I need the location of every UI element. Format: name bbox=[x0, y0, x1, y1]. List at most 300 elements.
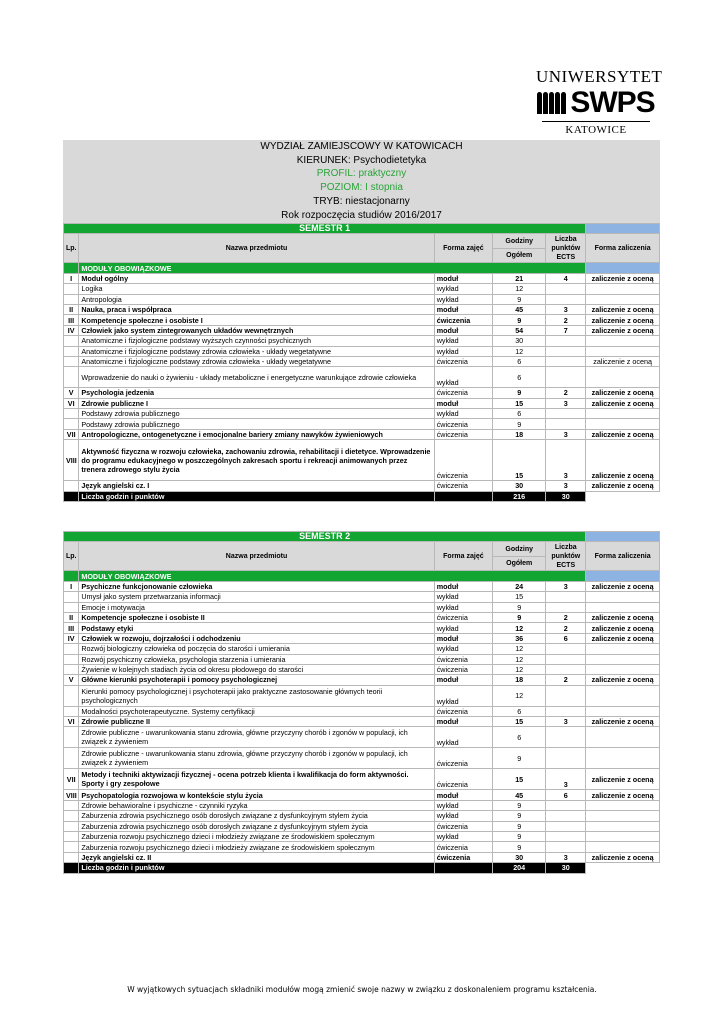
row-number bbox=[64, 336, 79, 346]
pass-form: zaliczenie z oceną bbox=[586, 581, 660, 591]
ects-value: 3 bbox=[546, 440, 586, 481]
sum-hours: 216 bbox=[493, 491, 546, 501]
hours-value: 9 bbox=[493, 832, 546, 842]
ects-value bbox=[546, 821, 586, 831]
subject-name: Rozwój biologiczny człowieka od poczęcia do starości i umierania bbox=[79, 644, 434, 654]
subject-name: Podstawy etyki bbox=[79, 623, 434, 633]
sum-row-lp bbox=[64, 491, 79, 501]
class-form: ćwiczenia bbox=[434, 706, 492, 716]
table-row bbox=[64, 367, 660, 388]
pass-form: zaliczenie z oceną bbox=[586, 717, 660, 727]
row-number bbox=[64, 727, 79, 748]
subject-name: Modalności psychoterapeutyczne. Systemy certyfikacji bbox=[79, 706, 434, 716]
pass-form: zaliczenie z oceną bbox=[586, 398, 660, 408]
row-number: I bbox=[64, 273, 79, 283]
hours-value: 15 bbox=[493, 769, 546, 790]
hours-value: 9 bbox=[493, 748, 546, 769]
pass-form bbox=[586, 592, 660, 602]
row-number: IV bbox=[64, 633, 79, 643]
table-row bbox=[64, 409, 660, 419]
row-number bbox=[64, 409, 79, 419]
hours-value: 9 bbox=[493, 612, 546, 622]
subject-name: Kierunki pomocy psychologicznej i psychoterapii jako praktyczne zastosowanie głównych teorii psychologicznych bbox=[79, 685, 434, 706]
class-form: moduł bbox=[434, 717, 492, 727]
hours-value: 15 bbox=[493, 592, 546, 602]
row-number bbox=[64, 419, 79, 429]
table-row bbox=[64, 821, 660, 831]
hours-value: 6 bbox=[493, 367, 546, 388]
pass-form bbox=[586, 821, 660, 831]
ects-value bbox=[546, 346, 586, 356]
hours-value: 12 bbox=[493, 685, 546, 706]
class-form: ćwiczenia bbox=[434, 612, 492, 622]
pass-form bbox=[586, 346, 660, 356]
ects-value bbox=[546, 602, 586, 612]
hours-value: 6 bbox=[493, 706, 546, 716]
class-form: wykład bbox=[434, 294, 492, 304]
semester-2-table bbox=[63, 531, 660, 874]
pass-form bbox=[586, 284, 660, 294]
pass-form: zaliczenie z oceną bbox=[586, 325, 660, 335]
sum-row-form bbox=[434, 863, 492, 873]
ects-value: 3 bbox=[546, 304, 586, 314]
class-form: ćwiczenia bbox=[434, 842, 492, 852]
table-row bbox=[64, 685, 660, 706]
hours-value: 21 bbox=[493, 273, 546, 283]
class-form: moduł bbox=[434, 675, 492, 685]
class-form: ćwiczenia bbox=[434, 429, 492, 439]
semester-title: SEMESTR 2 bbox=[64, 532, 586, 542]
subject-name: Anatomiczne i fizjologiczne podstawy wyższych czynności psychicznych bbox=[79, 336, 434, 346]
ects-value: 2 bbox=[546, 623, 586, 633]
ects-value bbox=[546, 592, 586, 602]
ects-value bbox=[546, 336, 586, 346]
ects-value bbox=[546, 748, 586, 769]
semester-1-table bbox=[63, 223, 660, 502]
row-number bbox=[64, 294, 79, 304]
row-number: IV bbox=[64, 325, 79, 335]
ects-value bbox=[546, 685, 586, 706]
subject-name: Zdrowie publiczne II bbox=[79, 717, 434, 727]
row-number bbox=[64, 654, 79, 664]
subject-name: Żywienie w kolejnych stadiach życia od okresu płodowego do starości bbox=[79, 664, 434, 674]
modules-row-accent bbox=[586, 571, 660, 581]
row-number: V bbox=[64, 388, 79, 398]
subject-name: Emocje i motywacja bbox=[79, 602, 434, 612]
column-header-lp: Lp. bbox=[64, 234, 79, 263]
row-number bbox=[64, 852, 79, 862]
hours-value: 12 bbox=[493, 623, 546, 633]
row-number bbox=[64, 748, 79, 769]
row-number bbox=[64, 367, 79, 388]
subject-name: Zdrowie behawioralne i psychiczne - czynniki ryzyka bbox=[79, 800, 434, 810]
subject-name: Psychopatologia rozwojowa w kontekście stylu życia bbox=[79, 790, 434, 800]
ects-value bbox=[546, 706, 586, 716]
hours-value: 36 bbox=[493, 633, 546, 643]
subject-name: Kompetencje społeczne i osobiste I bbox=[79, 315, 434, 325]
pass-form bbox=[586, 842, 660, 852]
class-form: ćwiczenia bbox=[434, 388, 492, 398]
ects-value: 3 bbox=[546, 398, 586, 408]
hours-value: 6 bbox=[493, 356, 546, 366]
class-form: wykład bbox=[434, 336, 492, 346]
row-number bbox=[64, 664, 79, 674]
subject-name: Podstawy zdrowia publicznego bbox=[79, 419, 434, 429]
table-row bbox=[64, 429, 660, 439]
hours-value: 6 bbox=[493, 727, 546, 748]
table-row bbox=[64, 800, 660, 810]
table-row bbox=[64, 273, 660, 283]
table-row bbox=[64, 644, 660, 654]
column-header-hours-total: Ogółem bbox=[493, 556, 546, 571]
semester-title: SEMESTR 1 bbox=[64, 224, 586, 234]
hours-value: 9 bbox=[493, 602, 546, 612]
pass-form: zaliczenie z oceną bbox=[586, 356, 660, 366]
ects-value: 7 bbox=[546, 325, 586, 335]
pass-form bbox=[586, 294, 660, 304]
subject-name: Logika bbox=[79, 284, 434, 294]
field-of-study: KIERUNEK: Psychodietetyka bbox=[296, 154, 427, 166]
table-row bbox=[64, 388, 660, 398]
class-form: ćwiczenia bbox=[434, 440, 492, 481]
row-number bbox=[64, 811, 79, 821]
ects-value: 3 bbox=[546, 717, 586, 727]
class-form: ćwiczenia bbox=[434, 748, 492, 769]
ects-value: 3 bbox=[546, 769, 586, 790]
hours-value: 45 bbox=[493, 304, 546, 314]
pass-form bbox=[586, 367, 660, 388]
row-number: VIII bbox=[64, 790, 79, 800]
row-number: VIII bbox=[64, 440, 79, 481]
hours-value: 9 bbox=[493, 811, 546, 821]
class-form: wykład bbox=[434, 623, 492, 633]
row-number: II bbox=[64, 612, 79, 622]
ects-value: 3 bbox=[546, 429, 586, 439]
table-row bbox=[64, 811, 660, 821]
ects-value bbox=[546, 284, 586, 294]
table-row bbox=[64, 284, 660, 294]
column-header-pass: Forma zaliczenia bbox=[586, 234, 660, 263]
pass-form bbox=[586, 811, 660, 821]
subject-name: Zdrowie publiczne - uwarunkowania stanu zdrowia, główne przyczyny chorób i zgonów w populacji, ich związek z żywieniem bbox=[79, 748, 434, 769]
hours-value: 54 bbox=[493, 325, 546, 335]
class-form: wykład bbox=[434, 284, 492, 294]
hours-value: 15 bbox=[493, 440, 546, 481]
ects-value bbox=[546, 727, 586, 748]
subject-name: Język angielski cz. I bbox=[79, 481, 434, 491]
subject-name: Psychiczne funkcjonowanie człowieka bbox=[79, 581, 434, 591]
subject-name: Podstawy zdrowia publicznego bbox=[79, 409, 434, 419]
sum-row-pass bbox=[586, 491, 660, 501]
ects-value bbox=[546, 664, 586, 674]
ects-value: 2 bbox=[546, 675, 586, 685]
table-row bbox=[64, 356, 660, 366]
table-row bbox=[64, 612, 660, 622]
class-form: wykład bbox=[434, 800, 492, 810]
table-row bbox=[64, 717, 660, 727]
sum-hours: 204 bbox=[493, 863, 546, 873]
row-number: V bbox=[64, 675, 79, 685]
hours-value: 9 bbox=[493, 388, 546, 398]
row-number: VII bbox=[64, 429, 79, 439]
row-number: III bbox=[64, 315, 79, 325]
pass-form: zaliczenie z oceną bbox=[586, 623, 660, 633]
class-form: moduł bbox=[434, 304, 492, 314]
hours-value: 12 bbox=[493, 664, 546, 674]
row-number: VII bbox=[64, 769, 79, 790]
modules-label: MODUŁY OBOWIĄZKOWE bbox=[79, 263, 586, 273]
subject-name: Zaburzenia rozwoju psychicznego dzieci i młodzieży związane ze środowiskiem społecznym bbox=[79, 842, 434, 852]
row-number bbox=[64, 832, 79, 842]
table-row bbox=[64, 294, 660, 304]
start-year-label: Rok rozpoczęcia studiów 2016/2017 bbox=[281, 209, 442, 221]
hours-value: 12 bbox=[493, 654, 546, 664]
row-number bbox=[64, 800, 79, 810]
modules-row-lp bbox=[64, 263, 79, 273]
subject-name: Zaburzenia zdrowia psychicznego osób dorosłych związane z dysfunkcyjnym stylem życia bbox=[79, 811, 434, 821]
pass-form: zaliczenie z oceną bbox=[586, 304, 660, 314]
class-form: wykład bbox=[434, 832, 492, 842]
subject-name: Kompetencje społeczne i osobiste II bbox=[79, 612, 434, 622]
hours-value: 30 bbox=[493, 481, 546, 491]
table-row bbox=[64, 706, 660, 716]
table-row bbox=[64, 440, 660, 481]
subject-name: Anatomiczne i fizjologiczne podstawy zdrowia człowieka - układy wegetatywne bbox=[79, 346, 434, 356]
row-number: II bbox=[64, 304, 79, 314]
ects-value bbox=[546, 842, 586, 852]
pass-form bbox=[586, 409, 660, 419]
table-row bbox=[64, 325, 660, 335]
subject-name: Rozwój psychiczny człowieka, psychologia starzenia i umierania bbox=[79, 654, 434, 664]
row-number bbox=[64, 346, 79, 356]
hours-value: 9 bbox=[493, 315, 546, 325]
pass-form bbox=[586, 748, 660, 769]
table-row bbox=[64, 419, 660, 429]
row-number bbox=[64, 706, 79, 716]
pass-form bbox=[586, 602, 660, 612]
row-number bbox=[64, 592, 79, 602]
pass-form: zaliczenie z oceną bbox=[586, 429, 660, 439]
subject-name: Wprowadzenie do nauki o żywieniu - układy metaboliczne i energetyczne warunkujące zdrowie człowieka bbox=[79, 367, 434, 388]
class-form: wykład bbox=[434, 592, 492, 602]
university-logo bbox=[536, 67, 663, 138]
ects-value: 4 bbox=[546, 273, 586, 283]
hours-value: 9 bbox=[493, 800, 546, 810]
hours-value: 45 bbox=[493, 790, 546, 800]
class-form: ćwiczenia bbox=[434, 481, 492, 491]
hours-value: 18 bbox=[493, 675, 546, 685]
hours-value: 24 bbox=[493, 581, 546, 591]
subject-name: Umysł jako system przetwarzania informacji bbox=[79, 592, 434, 602]
pass-form: zaliczenie z oceną bbox=[586, 769, 660, 790]
class-form: moduł bbox=[434, 325, 492, 335]
pass-form: zaliczenie z oceną bbox=[586, 612, 660, 622]
class-form: wykład bbox=[434, 644, 492, 654]
class-form: ćwiczenia bbox=[434, 419, 492, 429]
hours-value: 15 bbox=[493, 398, 546, 408]
ects-value: 2 bbox=[546, 612, 586, 622]
hours-value: 12 bbox=[493, 346, 546, 356]
profile-label: PROFIL: praktyczny bbox=[316, 168, 407, 180]
subject-name: Antropologiczne, ontogenetyczne i emocjonalne bariery zmiany nawyków żywieniowych bbox=[79, 429, 434, 439]
row-number bbox=[64, 602, 79, 612]
pass-form bbox=[586, 706, 660, 716]
class-form: moduł bbox=[434, 790, 492, 800]
subject-name: Człowiek w rozwoju, dojrzałości i odchodzeniu bbox=[79, 633, 434, 643]
table-row bbox=[64, 790, 660, 800]
pass-form: zaliczenie z oceną bbox=[586, 790, 660, 800]
ects-value bbox=[546, 832, 586, 842]
ects-value bbox=[546, 654, 586, 664]
column-header-lp: Lp. bbox=[64, 542, 79, 571]
ects-value bbox=[546, 367, 586, 388]
class-form: ćwiczenia bbox=[434, 852, 492, 862]
modules-label: MODUŁY OBOWIĄZKOWE bbox=[79, 571, 586, 581]
pass-form: zaliczenie z oceną bbox=[586, 481, 660, 491]
semester-title-accent bbox=[586, 224, 660, 234]
table-row bbox=[64, 592, 660, 602]
ects-value: 3 bbox=[546, 481, 586, 491]
column-header-name: Nazwa przedmiotu bbox=[79, 234, 434, 263]
table-row bbox=[64, 852, 660, 862]
ects-value bbox=[546, 356, 586, 366]
footnote: W wyjątkowych sytuacjach składniki modułów mogą zmienić swoje nazwy w związku z doskonaleniem programu kształcenia. bbox=[127, 985, 597, 994]
column-header-pass: Forma zaliczenia bbox=[586, 542, 660, 571]
column-header-ects: Liczba punktów ECTS bbox=[546, 234, 586, 263]
pass-form: zaliczenie z oceną bbox=[586, 273, 660, 283]
subject-name: Zaburzenia zdrowia psychicznego osób dorosłych związane z dysfunkcyjnym stylem życia bbox=[79, 821, 434, 831]
class-form: ćwiczenia bbox=[434, 821, 492, 831]
class-form: ćwiczenia bbox=[434, 664, 492, 674]
row-number bbox=[64, 821, 79, 831]
table-row bbox=[64, 832, 660, 842]
class-form: wykład bbox=[434, 367, 492, 388]
logo-figures-icon bbox=[537, 92, 566, 114]
hours-value: 30 bbox=[493, 336, 546, 346]
row-number bbox=[64, 356, 79, 366]
hours-value: 12 bbox=[493, 284, 546, 294]
table-row bbox=[64, 346, 660, 356]
table-row bbox=[64, 602, 660, 612]
pass-form: zaliczenie z oceną bbox=[586, 315, 660, 325]
pass-form bbox=[586, 685, 660, 706]
column-header-form: Forma zajęć bbox=[434, 234, 492, 263]
ects-value bbox=[546, 294, 586, 304]
hours-value: 6 bbox=[493, 409, 546, 419]
row-number: VI bbox=[64, 717, 79, 727]
row-number: VI bbox=[64, 398, 79, 408]
modules-row-lp bbox=[64, 571, 79, 581]
sum-label: Liczba godzin i punktów bbox=[79, 863, 434, 873]
ects-value bbox=[546, 811, 586, 821]
sum-row-lp bbox=[64, 863, 79, 873]
subject-name: Anatomiczne i fizjologiczne podstawy zdrowia człowieka - układy wegetatywne bbox=[79, 356, 434, 366]
column-header-name: Nazwa przedmiotu bbox=[79, 542, 434, 571]
hours-value: 12 bbox=[493, 644, 546, 654]
pass-form: zaliczenie z oceną bbox=[586, 633, 660, 643]
subject-name: Nauka, praca i współpraca bbox=[79, 304, 434, 314]
class-form: ćwiczenia bbox=[434, 315, 492, 325]
table-row bbox=[64, 654, 660, 664]
subject-name: Psychologia jedzenia bbox=[79, 388, 434, 398]
table-row bbox=[64, 304, 660, 314]
ects-value bbox=[546, 419, 586, 429]
sum-ects: 30 bbox=[546, 863, 586, 873]
ects-value bbox=[546, 644, 586, 654]
row-number bbox=[64, 284, 79, 294]
subject-name: Antropologia bbox=[79, 294, 434, 304]
table-row bbox=[64, 842, 660, 852]
row-number bbox=[64, 685, 79, 706]
logo-university-text: UNIWERSYTET bbox=[536, 67, 663, 86]
subject-name: Moduł ogólny bbox=[79, 273, 434, 283]
class-form: wykład bbox=[434, 811, 492, 821]
ects-value: 2 bbox=[546, 388, 586, 398]
class-form: wykład bbox=[434, 727, 492, 748]
class-form: wykład bbox=[434, 409, 492, 419]
ects-value: 6 bbox=[546, 790, 586, 800]
table-row bbox=[64, 748, 660, 769]
class-form: wykład bbox=[434, 602, 492, 612]
column-header-form: Forma zajęć bbox=[434, 542, 492, 571]
subject-name: Metody i techniki aktywizacji fizycznej - ocena potrzeb klienta i kwalifikacja do form aktywności. Sporty i gry zespołowe bbox=[79, 769, 434, 790]
pass-form bbox=[586, 654, 660, 664]
row-number: I bbox=[64, 581, 79, 591]
semester-title-accent bbox=[586, 532, 660, 542]
hours-value: 9 bbox=[493, 821, 546, 831]
level-label: POZIOM: I stopnia bbox=[320, 182, 403, 194]
table-row bbox=[64, 633, 660, 643]
ects-value bbox=[546, 409, 586, 419]
sum-label: Liczba godzin i punktów bbox=[79, 491, 434, 501]
class-form: ćwiczenia bbox=[434, 654, 492, 664]
subject-name: Zdrowie publiczne - uwarunkowania stanu zdrowia, główne przyczyny chorób i zgonów w populacji, ich związek z żywieniem bbox=[79, 727, 434, 748]
row-number bbox=[64, 644, 79, 654]
class-form: moduł bbox=[434, 398, 492, 408]
class-form: wykład bbox=[434, 346, 492, 356]
pass-form bbox=[586, 664, 660, 674]
class-form: ćwiczenia bbox=[434, 769, 492, 790]
class-form: wykład bbox=[434, 685, 492, 706]
hours-value: 18 bbox=[493, 429, 546, 439]
column-header-ects: Liczba punktów ECTS bbox=[546, 542, 586, 571]
row-number bbox=[64, 481, 79, 491]
logo-city-text: KATOWICE bbox=[565, 124, 627, 136]
pass-form bbox=[586, 800, 660, 810]
subject-name: Aktywność fizyczna w rozwoju człowieka, zachowaniu zdrowia, rehabilitacji i dietetyce. Wprowadzenie do programu edukacyjnego w poszczególnych zakresach sportu i rekreacji animowanych przez trenera zdrowego stylu życia bbox=[79, 440, 434, 481]
table-row bbox=[64, 675, 660, 685]
class-form: moduł bbox=[434, 633, 492, 643]
row-number bbox=[64, 842, 79, 852]
table-row bbox=[64, 398, 660, 408]
ects-value: 2 bbox=[546, 315, 586, 325]
hours-value: 9 bbox=[493, 419, 546, 429]
class-form: moduł bbox=[434, 273, 492, 283]
table-row bbox=[64, 727, 660, 748]
column-header-hours: Godziny bbox=[493, 234, 546, 249]
subject-name: Człowiek jako system zintegrowanych układów wewnętrznych bbox=[79, 325, 434, 335]
class-form: moduł bbox=[434, 581, 492, 591]
subject-name: Język angielski cz. II bbox=[79, 852, 434, 862]
faculty-title: WYDZIAŁ ZAMIEJSCOWY W KATOWICACH bbox=[260, 141, 463, 152]
pass-form bbox=[586, 644, 660, 654]
sum-row-pass bbox=[586, 863, 660, 873]
table-row bbox=[64, 664, 660, 674]
sum-ects: 30 bbox=[546, 491, 586, 501]
pass-form bbox=[586, 336, 660, 346]
ects-value: 3 bbox=[546, 581, 586, 591]
table-row bbox=[64, 581, 660, 591]
